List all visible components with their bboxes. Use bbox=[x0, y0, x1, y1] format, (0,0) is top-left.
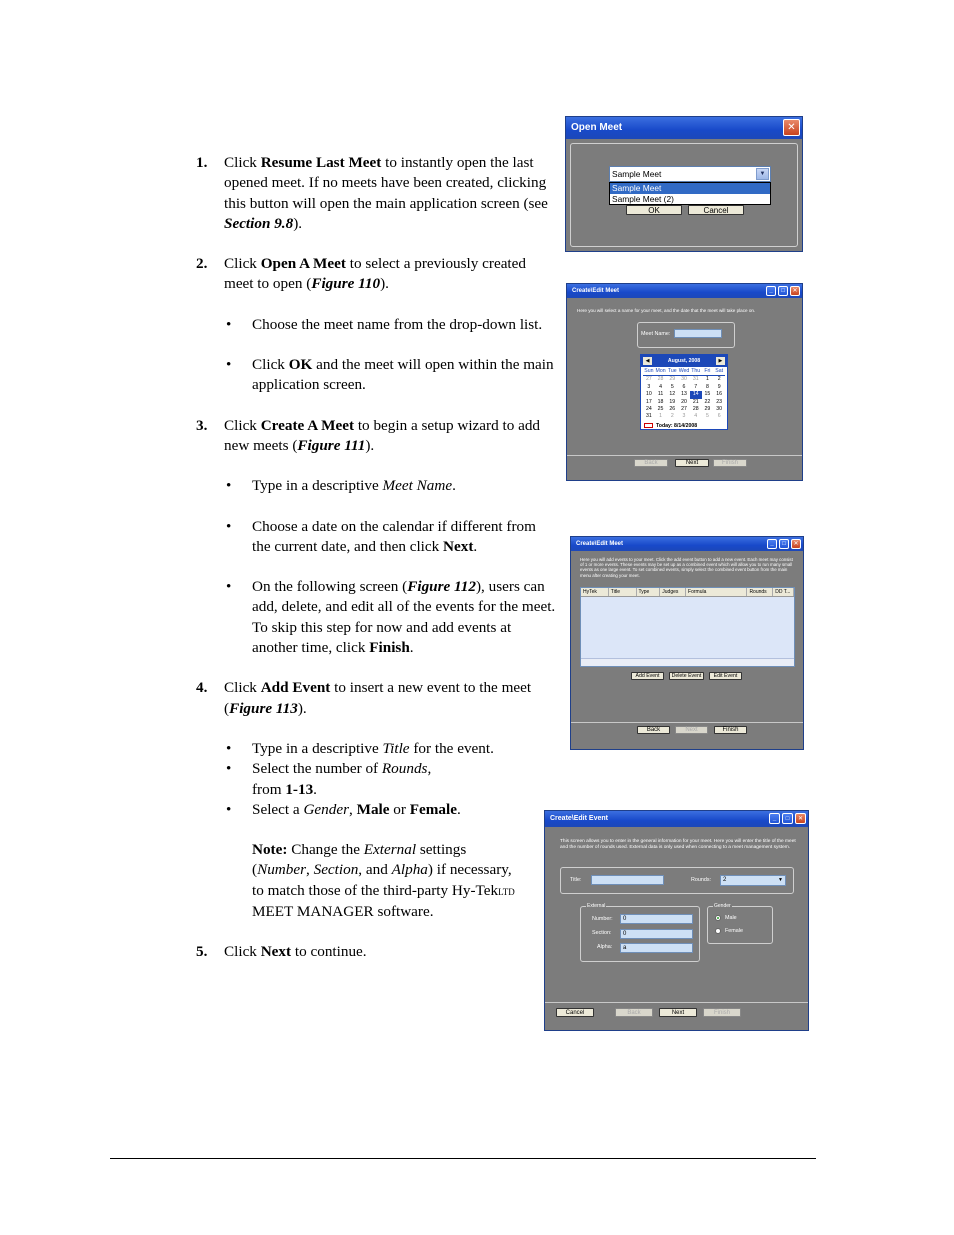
close-icon[interactable]: ✕ bbox=[783, 119, 800, 136]
calendar-day[interactable]: 20 bbox=[681, 398, 687, 405]
calendar-day[interactable]: 12 bbox=[669, 391, 676, 398]
create-meet-window bbox=[566, 283, 803, 481]
minimize-icon[interactable]: _ bbox=[769, 813, 780, 824]
calendar-day[interactable]: 1 bbox=[705, 376, 709, 383]
next-button[interactable]: Next bbox=[675, 726, 708, 734]
back-button[interactable]: Back bbox=[634, 459, 668, 467]
bullet-choose-meet: • Choose the meet name from the drop-down list. bbox=[224, 315, 556, 335]
calendar-dow: Mon bbox=[655, 368, 667, 376]
calendar-day[interactable]: 27 bbox=[681, 406, 687, 413]
date-calendar[interactable]: ◀ August, 2008 ▶ Sun Mon Tue Wed Thu Fri Sat 27 28 29 30 31 1 2 3 4 5 6 7 8 9 10 11 12 13 14 15 16 17 18 19 20 21 22 23 24 25 26 27 28 29 30 31 1 2 3 4 5 6 Today: 8/14/2008 bbox=[640, 354, 728, 430]
bullet-click-ok: • Click OK and the meet will open within the main application screen. bbox=[224, 355, 556, 396]
events-list-scrollbar[interactable] bbox=[581, 658, 794, 666]
minimize-icon[interactable]: _ bbox=[767, 539, 777, 549]
bullet-rounds: • Select the number of Rounds, from 1-13. bbox=[224, 759, 452, 800]
events-list-header bbox=[581, 588, 794, 597]
column-header[interactable]: DD T... bbox=[773, 588, 794, 596]
title-label: Title: bbox=[570, 877, 582, 883]
meet-select[interactable]: Sample Meet ▼ bbox=[609, 166, 771, 182]
calendar-day[interactable]: 1 bbox=[659, 413, 662, 420]
female-radio[interactable] bbox=[715, 928, 721, 934]
calendar-day[interactable]: 7 bbox=[694, 383, 698, 390]
step-3: 3. Click Create A Meet to begin a setup wizard to add new meets (Figure 111). bbox=[196, 416, 541, 454]
calendar-day[interactable]: 28 bbox=[657, 376, 664, 383]
alpha-label: Alpha: bbox=[597, 944, 613, 950]
edit-events-intro: Here you will add events to your meet. Click the add event button to add a new event. Each meet may consist of 1 or more events. These events may be set up as a combined event which will allow you to run many small events as one large event. To set combined events, simply select the combined event button from the main menu after creating your meet. bbox=[580, 557, 793, 578]
calendar-day[interactable]: 18 bbox=[657, 398, 664, 405]
external-group: External bbox=[580, 906, 700, 962]
bullet-following-screen: • On the following screen (Figure 112), users can add, delete, and edit all of the events for the meet. To skip this step for now and add events at another time, click Finish. bbox=[224, 577, 556, 658]
step-2: 2. Click Open A Meet to select a previously created meet to open (Figure 110). bbox=[196, 255, 526, 293]
calendar-day[interactable]: 8 bbox=[705, 383, 709, 390]
next-button[interactable]: Next bbox=[675, 459, 709, 467]
events-list[interactable] bbox=[580, 587, 795, 667]
column-header[interactable]: Judges bbox=[660, 588, 686, 596]
open-meet-window bbox=[565, 116, 803, 252]
chevron-down-icon[interactable]: ▼ bbox=[778, 877, 783, 883]
rounds-select[interactable]: 2 ▼ bbox=[720, 875, 786, 886]
calendar-dow: Fri bbox=[702, 368, 714, 376]
edit-events-window bbox=[570, 536, 804, 750]
today-label[interactable]: Today: 8/14/2008 bbox=[641, 422, 727, 430]
column-header[interactable]: Title bbox=[609, 588, 637, 596]
step-3-bullets bbox=[224, 476, 556, 678]
calendar-day[interactable]: 29 bbox=[669, 376, 676, 383]
footer-rule bbox=[110, 1158, 816, 1159]
create-meet-intro: Here you will select a name for your meet, and the date that the meet will take place on. bbox=[577, 308, 756, 313]
calendar-day[interactable]: 11 bbox=[657, 391, 664, 398]
edit-events-titlebar: Create\Edit Meet _ □ ✕ bbox=[571, 537, 803, 551]
back-button[interactable]: Back bbox=[637, 726, 670, 734]
calendar-day[interactable]: 6 bbox=[717, 413, 721, 420]
calendar-day[interactable]: 22 bbox=[704, 398, 711, 405]
calendar-day[interactable]: 9 bbox=[717, 383, 721, 390]
column-header[interactable]: HyTek bbox=[581, 588, 609, 596]
calendar-day[interactable]: 19 bbox=[669, 398, 676, 405]
note-external: Note: Change the External settings (Number, Section, and Alpha) if necessary, to match those of the third-party Hy-TekLTD MEET MANAGER software. bbox=[252, 841, 515, 921]
minimize-icon[interactable]: _ bbox=[766, 286, 776, 296]
column-header[interactable]: Formula bbox=[686, 588, 747, 596]
step-4: 4. Click Add Event to insert a new event to the meet (Figure 113). bbox=[196, 679, 532, 717]
calendar-day[interactable]: 24 bbox=[645, 406, 652, 413]
calendar-dow: Sun bbox=[643, 368, 655, 376]
maximize-icon[interactable]: □ bbox=[779, 539, 789, 549]
calendar-day[interactable]: 26 bbox=[669, 406, 676, 413]
calendar-grid bbox=[641, 367, 727, 422]
female-label: Female bbox=[725, 928, 743, 934]
create-meet-titlebar: Create\Edit Meet _ □ ✕ bbox=[567, 284, 802, 298]
add-event-button[interactable]: Add Event bbox=[631, 672, 664, 680]
male-label: Male bbox=[725, 915, 737, 921]
edit-event-window bbox=[544, 810, 809, 1031]
close-icon[interactable]: ✕ bbox=[795, 813, 806, 824]
edit-event-button[interactable]: Edit Event bbox=[709, 672, 742, 680]
calendar-day[interactable]: 31 bbox=[692, 376, 699, 383]
calendar-day[interactable]: 16 bbox=[716, 391, 723, 398]
calendar-day[interactable]: 6 bbox=[682, 383, 686, 390]
bullet-choose-date: • Choose a date on the calendar if different from the current date, and then click Next. bbox=[224, 517, 556, 558]
edit-event-intro: This screen allows you to enter in the general information for your meet. Here you will enter the title of the meet and the number of rounds used. External data is only used when connecting to a meet management system. bbox=[560, 839, 796, 850]
calendar-day[interactable]: 25 bbox=[657, 406, 664, 413]
calendar-day[interactable]: 14 bbox=[690, 391, 702, 398]
meet-name-input[interactable] bbox=[674, 329, 722, 338]
calendar-day[interactable]: 4 bbox=[694, 413, 698, 420]
calendar-day[interactable]: 29 bbox=[704, 406, 711, 413]
finish-button[interactable]: Finish bbox=[703, 1008, 741, 1017]
cancel-button[interactable]: Cancel bbox=[688, 205, 744, 215]
maximize-icon[interactable]: □ bbox=[782, 813, 793, 824]
edit-event-titlebar: Create\Edit Event _ □ ✕ bbox=[545, 811, 808, 827]
calendar-day[interactable]: 3 bbox=[647, 383, 651, 390]
alpha-input[interactable]: a bbox=[620, 943, 693, 953]
option-sample-meet-2[interactable]: Sample Meet (2) bbox=[612, 193, 674, 204]
calendar-day[interactable]: 31 bbox=[645, 413, 652, 420]
calendar-day[interactable]: 2 bbox=[670, 413, 674, 420]
calendar-dow: Thu bbox=[690, 368, 702, 376]
calendar-day[interactable]: 4 bbox=[659, 383, 662, 390]
step-4-bullets bbox=[224, 739, 556, 820]
male-radio[interactable] bbox=[715, 915, 721, 921]
step-5: 5. Click Next to continue. bbox=[196, 943, 367, 961]
option-sample-meet[interactable]: Sample Meet bbox=[610, 183, 770, 194]
cancel-button[interactable]: Cancel bbox=[556, 1008, 594, 1017]
gender-group: Gender bbox=[707, 906, 773, 944]
calendar-day[interactable]: 10 bbox=[645, 391, 652, 398]
next-button[interactable]: Next bbox=[659, 1008, 697, 1017]
calendar-day[interactable]: 15 bbox=[704, 391, 711, 398]
ok-button[interactable]: OK bbox=[626, 205, 682, 215]
bullet-meet-name: • Type in a descriptive Meet Name. bbox=[224, 476, 556, 496]
section-input[interactable]: 0 bbox=[620, 929, 693, 939]
calendar-dow: Wed bbox=[678, 368, 690, 376]
calendar-day[interactable]: 27 bbox=[645, 376, 652, 383]
calendar-day[interactable]: 23 bbox=[716, 398, 723, 405]
chevron-down-icon[interactable]: ▼ bbox=[756, 168, 769, 180]
instructions bbox=[196, 153, 556, 983]
meet-dropdown-list bbox=[609, 182, 771, 205]
calendar-dow: Tue bbox=[666, 368, 678, 376]
calendar-day[interactable]: 28 bbox=[692, 406, 699, 413]
column-header[interactable]: Type bbox=[637, 588, 661, 596]
bullet-title: • Type in a descriptive Title for the event. bbox=[224, 739, 556, 759]
delete-event-button[interactable]: Delete Event bbox=[669, 672, 704, 680]
maximize-icon[interactable]: □ bbox=[778, 286, 788, 296]
number-input[interactable]: 0 bbox=[620, 914, 693, 924]
step-1: 1. Click Resume Last Meet to instantly open the last opened meet. If no meets have been created, clicking this button will open the main application screen (see Section 9.8). bbox=[196, 154, 548, 232]
section-label: Section: bbox=[592, 930, 612, 936]
back-button[interactable]: Back bbox=[615, 1008, 653, 1017]
close-icon[interactable]: ✕ bbox=[791, 539, 801, 549]
column-header[interactable]: Rounds bbox=[747, 588, 773, 596]
calendar-day[interactable]: 21 bbox=[692, 398, 699, 405]
rounds-label: Rounds: bbox=[691, 877, 712, 883]
title-input[interactable] bbox=[591, 875, 664, 885]
step-2-bullets bbox=[224, 315, 556, 416]
today-marker-icon bbox=[644, 423, 653, 428]
open-meet-titlebar: Open Meet ✕ bbox=[566, 117, 802, 139]
calendar-day[interactable]: 5 bbox=[705, 413, 709, 420]
calendar-day[interactable]: 3 bbox=[682, 413, 686, 420]
next-month-icon[interactable]: ▶ bbox=[716, 357, 725, 365]
finish-button[interactable]: Finish bbox=[714, 726, 747, 734]
calendar-dow: Sat bbox=[713, 368, 725, 376]
calendar-day[interactable]: 5 bbox=[670, 383, 674, 390]
calendar-day[interactable]: 13 bbox=[681, 391, 687, 398]
calendar-day[interactable]: 30 bbox=[716, 406, 723, 413]
meet-name-label: Meet Name: bbox=[641, 331, 671, 337]
close-icon[interactable]: ✕ bbox=[790, 286, 800, 296]
calendar-day[interactable]: 17 bbox=[645, 398, 652, 405]
bullet-gender: • Select a Gender, Male or Female. bbox=[224, 800, 556, 820]
number-label: Number: bbox=[592, 916, 613, 922]
prev-month-icon[interactable]: ◀ bbox=[643, 357, 652, 365]
finish-button[interactable]: Finish bbox=[713, 459, 747, 467]
calendar-day[interactable]: 30 bbox=[681, 376, 687, 383]
calendar-day[interactable]: 2 bbox=[717, 376, 721, 383]
